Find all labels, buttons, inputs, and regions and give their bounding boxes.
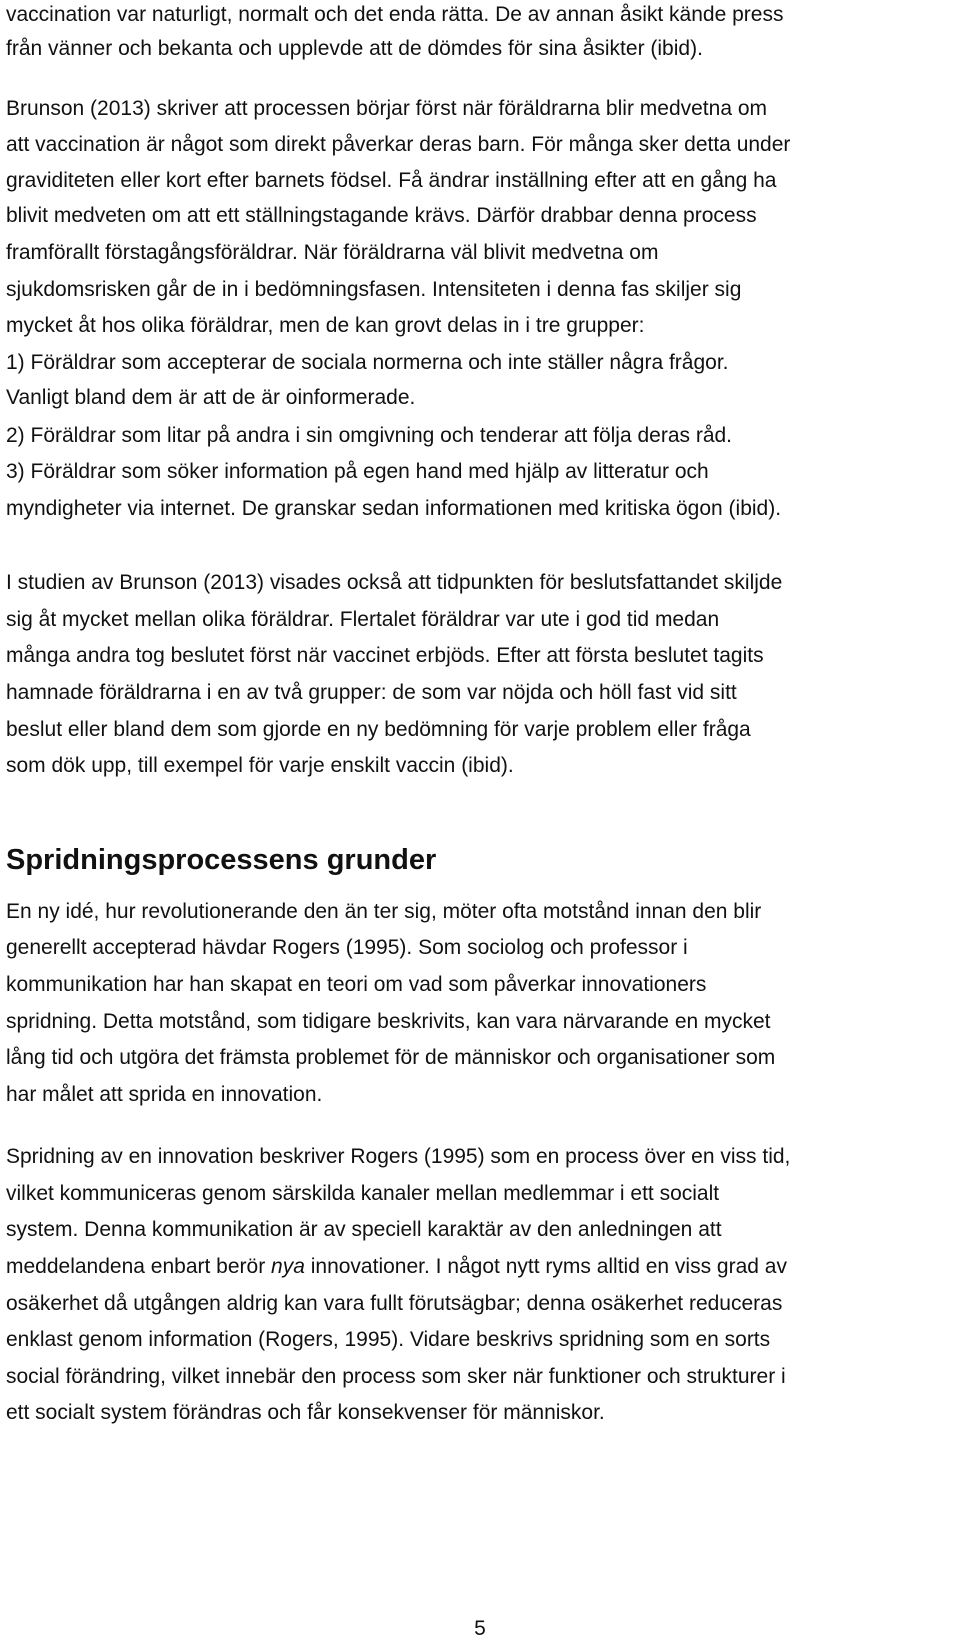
text-line: En ny idé, hur revolutionerande den än ter sig, möter ofta motstånd innan den blir <box>6 900 762 923</box>
text-line: har målet att sprida en innovation. <box>6 1083 323 1106</box>
text-segment: I något nytt ryms alltid en viss grad av <box>435 1255 787 1278</box>
text-line: sig åt mycket mellan olika föräldrar. Flertalet föräldrar var ute i god tid medan <box>6 608 720 631</box>
text-segment: meddelandena enbart berör <box>6 1255 272 1278</box>
text-line: att vaccination är något som direkt påverkar deras barn. För många sker detta under <box>6 133 791 156</box>
text-line: mycket åt hos olika föräldrar, men de kan grovt delas in i tre grupper: <box>6 314 645 337</box>
text-line: osäkerhet då utgången aldrig kan vara fullt förutsägbar; denna osäkerhet reduceras <box>6 1292 783 1315</box>
text-line: I studien av Brunson (2013) visades också att tidpunkten för beslutsfattandet skiljde <box>6 571 783 594</box>
text-line: hamnade föräldrarna i en av två grupper: de som var nöjda och höll fast vid sitt <box>6 681 737 704</box>
page-number: 5 <box>474 1617 486 1640</box>
text-line: sjukdomsrisken går de in i bedömningsfasen. Intensiteten i denna fas skiljer sig <box>6 278 742 301</box>
text-line: graviditeten eller kort efter barnets födsel. Få ändrar inställning efter att en gång ha <box>6 169 777 192</box>
text-line: Brunson (2013) skriver att processen börjar först när föräldrarna blir medvetna om <box>6 97 768 120</box>
emphasized-word: nya <box>271 1255 305 1278</box>
text-line: ett socialt system förändras och får konsekvenser för människor. <box>6 1401 605 1424</box>
text-line: Spridning av en innovation beskriver Rogers (1995) som en process över en viss tid, <box>6 1145 791 1168</box>
text-line: system. Denna kommunikation är av speciell karaktär av den anledningen att <box>6 1218 722 1241</box>
text-line: blivit medveten om att ett ställningstagande krävs. Därför drabbar denna process <box>6 204 757 227</box>
text-segment: innovationer. <box>304 1255 436 1278</box>
text-line: framförallt förstagångsföräldrar. När föräldrarna väl blivit medvetna om <box>6 241 659 264</box>
text-line: generellt accepterad hävdar Rogers (1995). Som sociolog och professor i <box>6 936 688 959</box>
text-line: 2) Föräldrar som litar på andra i sin omgivning och tenderar att följa deras råd. <box>6 424 733 447</box>
text-line: vilket kommuniceras genom särskilda kanaler mellan medlemmar i ett socialt <box>6 1182 720 1205</box>
text-line: som dök upp, till exempel för varje enskilt vaccin (ibid). <box>6 754 514 777</box>
text-line: 3) Föräldrar som söker information på egen hand med hjälp av litteratur och <box>6 460 709 483</box>
text-line: beslut eller bland dem som gjorde en ny bedömning för varje problem eller fråga <box>6 718 751 741</box>
text-line: 1) Föräldrar som accepterar de sociala normerna och inte ställer några frågor. <box>6 351 729 374</box>
text-line: Vanligt bland dem är att de är oinformerade. <box>6 386 416 409</box>
section-heading: Spridningsprocessens grunder <box>6 844 437 876</box>
text-line: spridning. Detta motstånd, som tidigare beskrivits, kan vara närvarande en mycket <box>6 1010 771 1033</box>
text-line: kommunikation har han skapat en teori om vad som påverkar innovationers <box>6 973 707 996</box>
text-line: lång tid och utgöra det främsta problemet för de människor och organisationer som <box>6 1046 776 1069</box>
text-line: från vänner och bekanta och upplevde att de dömdes för sina åsikter (ibid). <box>6 37 703 60</box>
text-line-with-emphasis <box>6 1252 956 1282</box>
text-line: enklast genom information (Rogers, 1995). Vidare beskrivs spridning som en sorts <box>6 1328 771 1351</box>
text-line: social förändring, vilket innebär den process som sker när funktioner och strukturer i <box>6 1365 786 1388</box>
text-line: myndigheter via internet. De granskar sedan informationen med kritiska ögon (ibid). <box>6 497 782 520</box>
text-line: många andra tog beslutet först när vaccinet erbjöds. Efter att första beslutet tagits <box>6 644 764 667</box>
text-line: vaccination var naturligt, normalt och det enda rätta. De av annan åsikt kände press <box>6 3 784 26</box>
